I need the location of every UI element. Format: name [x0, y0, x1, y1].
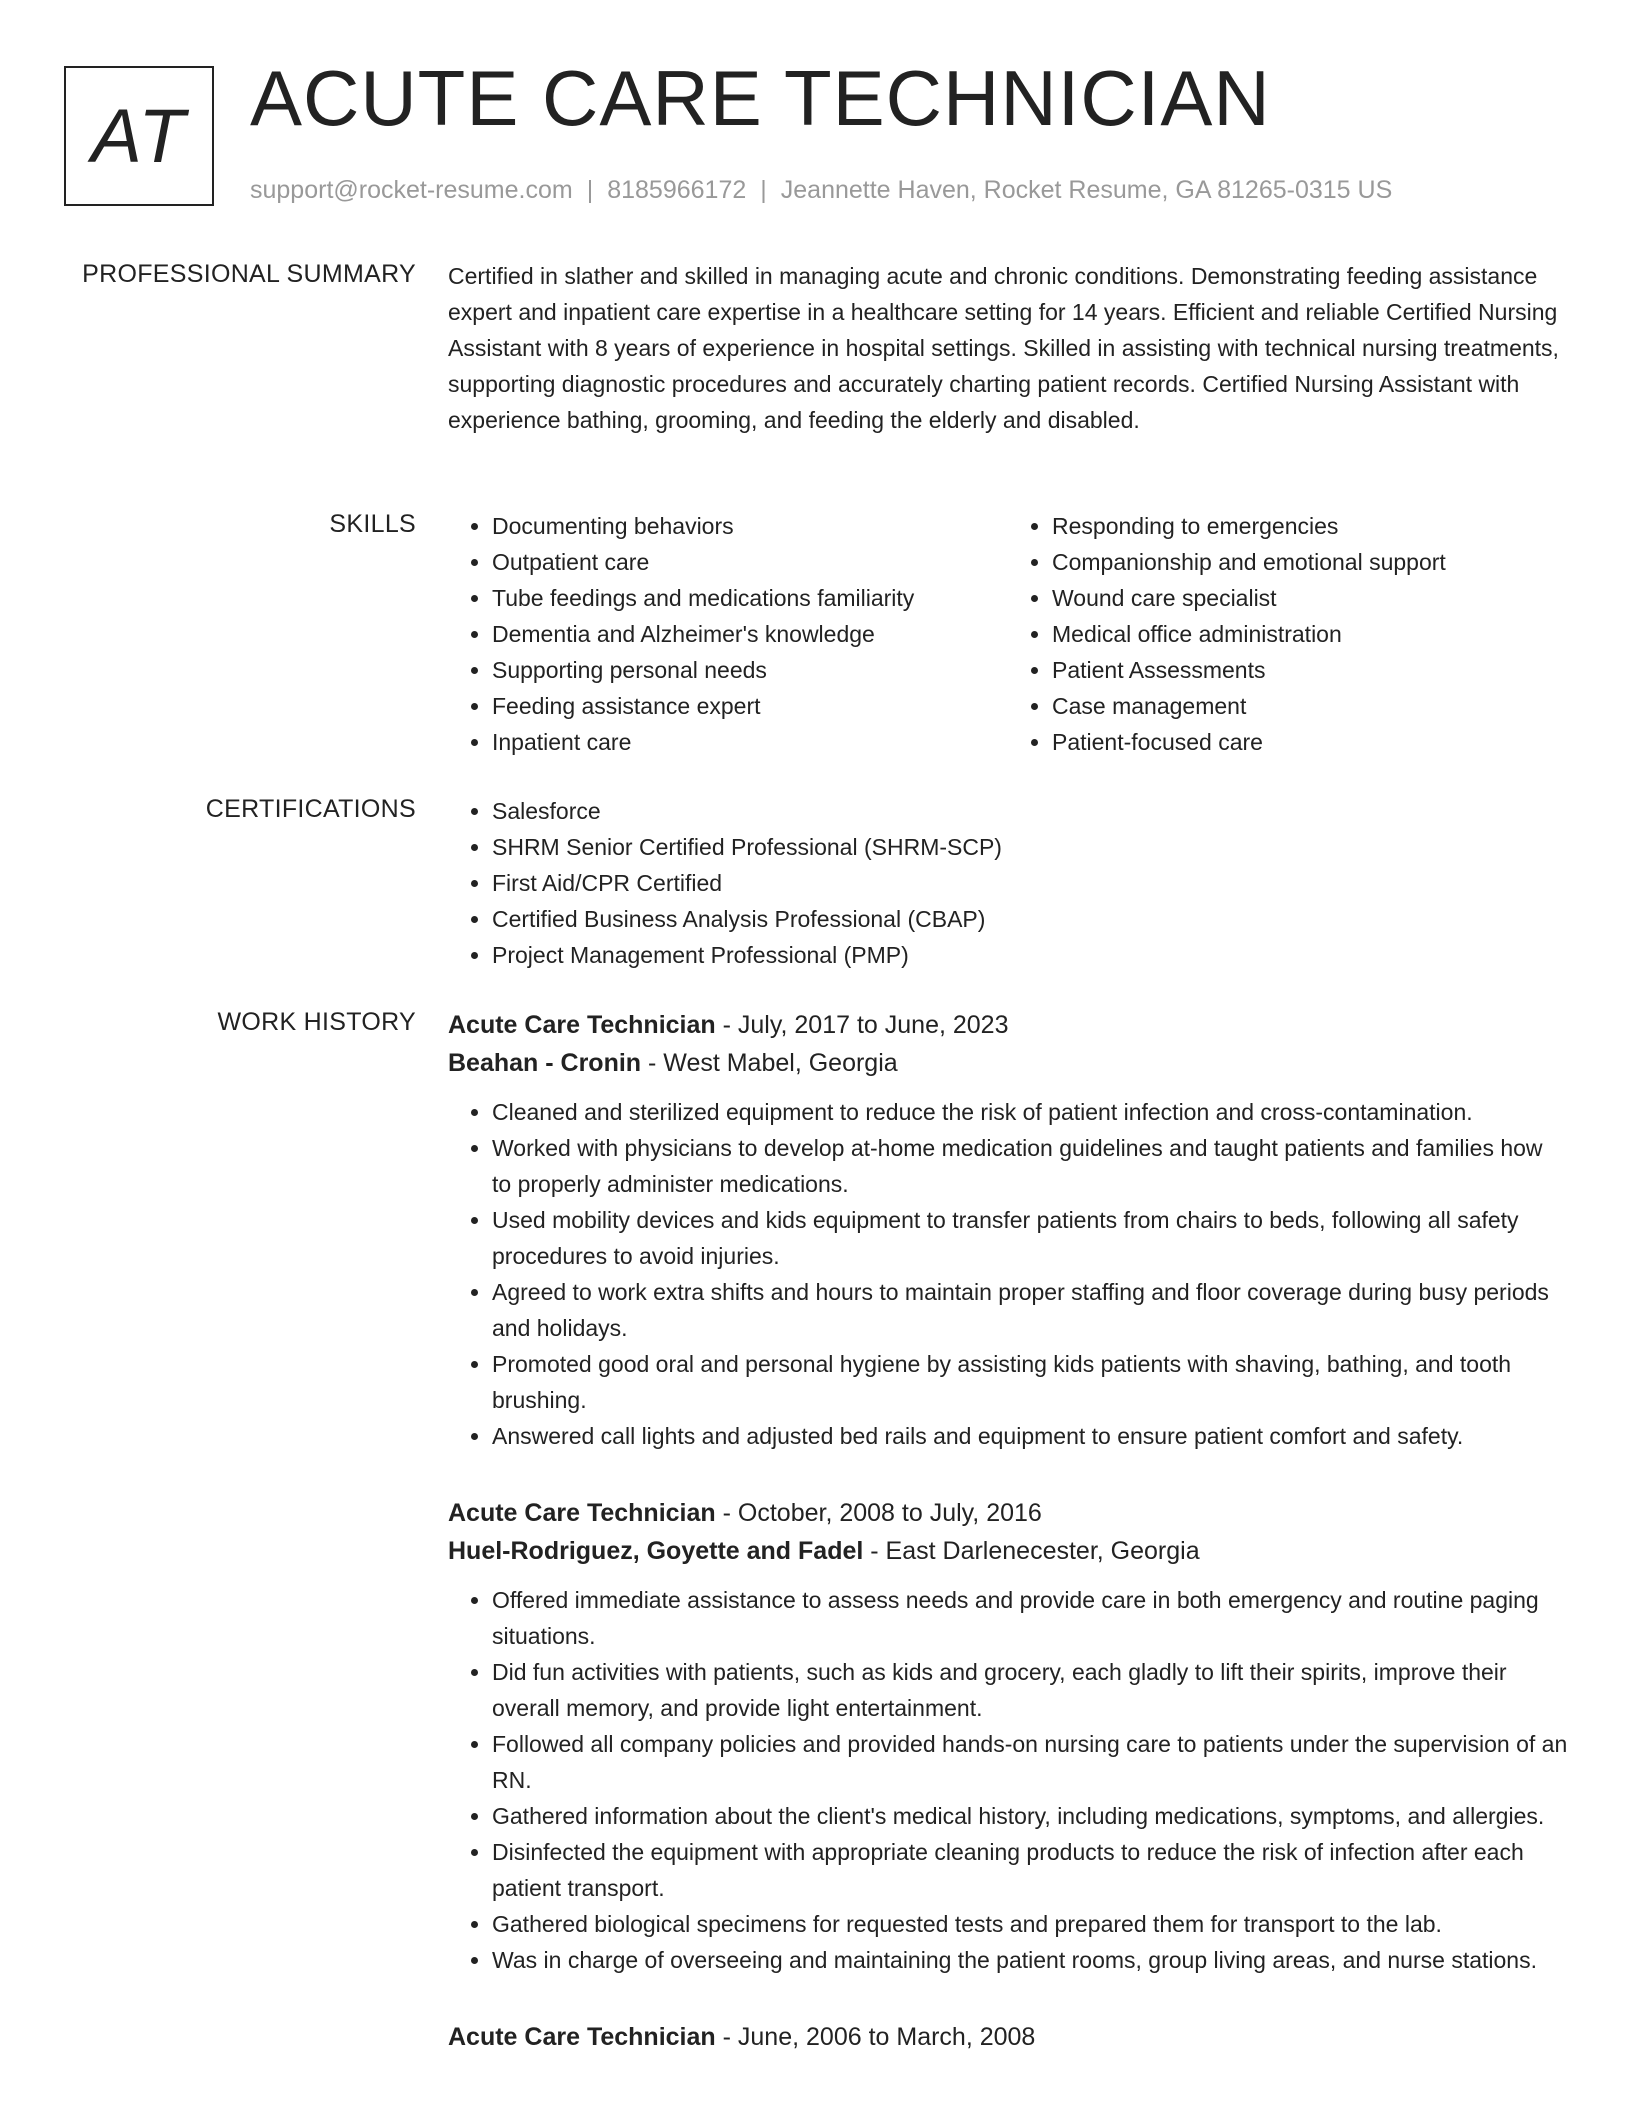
contact-line: [250, 176, 1392, 205]
list-item: • Patient-focused care: [1052, 724, 1568, 760]
work-history-heading: WORK HISTORY: [217, 1008, 416, 1036]
job-title-line: [448, 2018, 1568, 2056]
skills-heading: SKILLS: [329, 510, 416, 538]
job-dates: - October, 2008 to July, 2016: [715, 1499, 1042, 1527]
job-title-line: [448, 1494, 1568, 1532]
list-item: • Wound care specialist: [1052, 580, 1568, 616]
monogram-text: AT: [91, 93, 187, 179]
list-item: • Patient Assessments: [1052, 652, 1568, 688]
job-role: Acute Care Technician: [448, 1011, 716, 1039]
list-item: • Worked with physicians to develop at-home medication guidelines and taught patients and families how to properly administer medications.: [492, 1130, 1568, 1202]
contact-address: Jeannette Haven, Rocket Resume, GA 81265-0315 US: [780, 176, 1393, 204]
list-item: • Was in charge of overseeing and maintaining the patient rooms, group living areas, and nurse stations.: [492, 1942, 1568, 1978]
list-item: • Gathered biological specimens for requested tests and prepared them for transport to the lab.: [492, 1906, 1568, 1942]
certifications-heading: CERTIFICATIONS: [205, 795, 416, 823]
list-item: • Case management: [1052, 688, 1568, 724]
list-item: • Certified Business Analysis Professional (CBAP): [492, 901, 1568, 937]
skills-list-left: [448, 508, 1008, 760]
contact-separator: |: [760, 176, 767, 204]
job-entry: [448, 1006, 1568, 1454]
list-item: • Tube feedings and medications familiarity: [492, 580, 1008, 616]
resume-title: ACUTE CARE TECHNICIAN: [250, 54, 1271, 142]
list-item: • Used mobility devices and kids equipment to transfer patients from chairs to beds, following all safety procedures to avoid injuries.: [492, 1202, 1568, 1274]
list-item: • Inpatient care: [492, 724, 1008, 760]
job-dates: - June, 2006 to March, 2008: [715, 2023, 1036, 2051]
list-item: • Answered call lights and adjusted bed rails and equipment to ensure patient comfort and safety.: [492, 1418, 1568, 1454]
job-role: Acute Care Technician: [448, 1499, 716, 1527]
monogram-badge: [64, 66, 214, 206]
list-item: • Companionship and emotional support: [1052, 544, 1568, 580]
job-entry: [448, 2018, 1568, 2056]
contact-phone[interactable]: 8185966172: [607, 176, 747, 204]
list-item: • SHRM Senior Certified Professional (SHRM-SCP): [492, 829, 1568, 865]
job-company: Beahan - Cronin: [448, 1049, 642, 1077]
list-item: • Outpatient care: [492, 544, 1008, 580]
list-item: • Medical office administration: [1052, 616, 1568, 652]
list-item: • Agreed to work extra shifts and hours to maintain proper staffing and floor coverage during busy periods and holidays.: [492, 1274, 1568, 1346]
list-item: • Did fun activities with patients, such as kids and grocery, each gladly to lift their spirits, improve their overall memory, and provide light entertainment.: [492, 1654, 1568, 1726]
list-item: • Supporting personal needs: [492, 652, 1008, 688]
contact-separator: |: [586, 176, 594, 204]
list-item: • Followed all company policies and provided hands-on nursing care to patients under the supervision of an RN.: [492, 1726, 1568, 1798]
certifications-list: [448, 793, 1568, 973]
job-location: - West Mabel, Georgia: [641, 1049, 898, 1077]
job-dates: - July, 2017 to June, 2023: [715, 1011, 1009, 1039]
list-item: • Cleaned and sterilized equipment to reduce the risk of patient infection and cross-contamination.: [492, 1094, 1568, 1130]
list-item: • Feeding assistance expert: [492, 688, 1008, 724]
summary-heading: PROFESSIONAL SUMMARY: [82, 260, 416, 288]
job-location: - East Darlenecester, Georgia: [863, 1537, 1200, 1565]
job-entry: [448, 1494, 1568, 1978]
job-company-line: [448, 1044, 1568, 1082]
list-item: • First Aid/CPR Certified: [492, 865, 1568, 901]
list-item: • Project Management Professional (PMP): [492, 937, 1568, 973]
job-company: Huel-Rodriguez, Goyette and Fadel: [448, 1537, 864, 1565]
list-item: • Dementia and Alzheimer's knowledge: [492, 616, 1008, 652]
list-item: • Offered immediate assistance to assess needs and provide care in both emergency and routine paging situations.: [492, 1582, 1568, 1654]
job-title-line: [448, 1006, 1568, 1044]
job-duties-list: [448, 1582, 1568, 1978]
skills-columns: [448, 508, 1568, 760]
list-item: • Responding to emergencies: [1052, 508, 1568, 544]
contact-email[interactable]: support@rocket-resume.com: [250, 176, 573, 204]
list-item: • Disinfected the equipment with appropriate cleaning products to reduce the risk of infection after each patient transport.: [492, 1834, 1568, 1906]
job-role: Acute Care Technician: [448, 2023, 716, 2051]
job-company-line: [448, 1532, 1568, 1570]
work-history-body: [448, 1006, 1568, 2086]
summary-text: Certified in slather and skilled in managing acute and chronic conditions. Demonstrating feeding assistance expert and inpatient care expertise in a healthcare setting for 14 years. Efficient and reliable Certified Nursing Assistant with 8 years of experience in hospital settings. Skilled in assisting with technical nursing treatments, supporting diagnostic procedures and accurately charting patient records. Certified Nursing Assistant with experience bathing, grooming, and feeding the elderly and disabled.: [448, 263, 1559, 433]
job-duties-list: [448, 1094, 1568, 1454]
list-item: • Documenting behaviors: [492, 508, 1008, 544]
skills-list-right: [1008, 508, 1568, 760]
list-item: • Gathered information about the client's medical history, including medications, symptoms, and allergies.: [492, 1798, 1568, 1834]
list-item: • Promoted good oral and personal hygiene by assisting kids patients with shaving, bathing, and tooth brushing.: [492, 1346, 1568, 1418]
list-item: • Salesforce: [492, 793, 1568, 829]
certifications-body: [448, 793, 1568, 973]
